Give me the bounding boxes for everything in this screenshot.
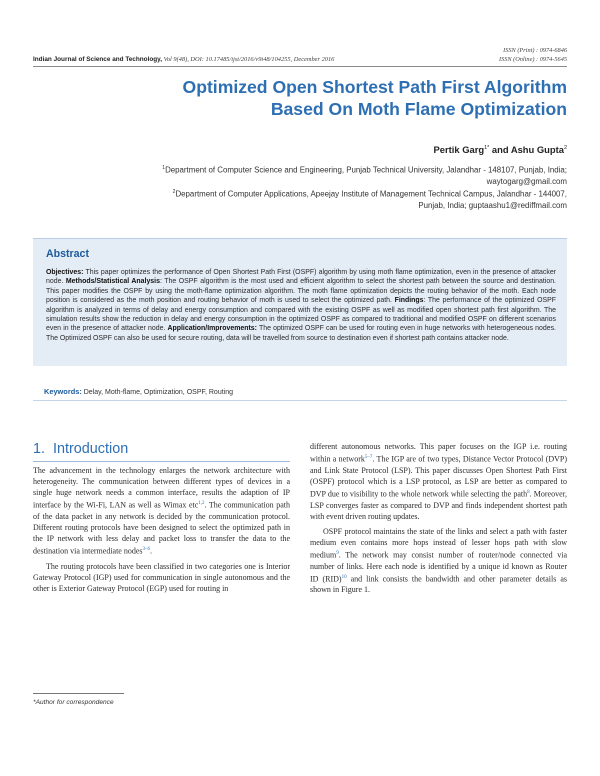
affiliation-1-marker: 1 — [162, 165, 166, 171]
citation-3-6[interactable]: 3–6 — [142, 547, 151, 553]
intro-p3-text-c: . Moreover, LSP converges faster as compared to DVP and finds independent shortest path with event driven routing updates. — [310, 489, 567, 521]
intro-p4-text-a: OSPF protocol maintains the state of the links and select a path with faster medium even contains more hops instead of lesser hops path with slow medium — [310, 526, 567, 560]
intro-p4-text-c: and link consists the bandwidth and other parameter details as shown in Figure 1. — [310, 574, 568, 595]
header-divider — [33, 66, 567, 67]
objectives-text: This paper optimizes the performance of Open Shortest Path First (OSPF) algorithm by using moth flame optimization, even in the presence of attacker node. — [46, 269, 556, 286]
keywords-text: Delay, Moth-flame, Optimization, OSPF, Routing — [81, 389, 234, 396]
abstract-heading: Abstract — [46, 248, 89, 260]
intro-paragraph-1 — [33, 465, 290, 557]
author-separator: and — [489, 144, 511, 155]
affiliation-2-address: Department of Computer Applications, Apeejay Institute of Management Technical Campus, Jalandhar - 144007, — [175, 189, 567, 199]
citation-10[interactable]: 10 — [341, 574, 347, 580]
title-line-2: Based On Moth Flame Optimization — [270, 99, 567, 119]
affiliation-2-address-email[interactable]: Punjab, India; guptaashu1@rediffmail.com — [418, 200, 567, 210]
keywords-label: Keywords: — [44, 387, 82, 396]
findings-label: Findings — [394, 297, 424, 305]
abstract-box — [33, 238, 567, 366]
author-1-name: Pertik Garg — [433, 144, 485, 155]
intro-p4-text-b: . The network may consist number of router/node connected via number of links. Here each node is identified by a unique id known as Router ID (RID) — [310, 550, 567, 584]
paper-title — [47, 76, 567, 120]
journal-name: Indian Journal of Science and Technology, — [33, 56, 163, 63]
author-2-marker: 2 — [563, 144, 567, 151]
intro-paragraph-2: The routing protocols have been classified in two categories one is Interior Gateway Protocol (IGP) used for communication in single autonomous and the other is Exterior Gateway Protocol (EGP) used for routing in — [33, 561, 290, 593]
citation-5-7[interactable]: 5–7 — [364, 455, 373, 461]
issn-print: ISSN (Print) : 0974-6846 — [503, 47, 567, 54]
affiliation-2 — [27, 187, 567, 211]
correspondence-footnote: *Author for correspondence — [33, 699, 114, 706]
section-heading-introduction: 1. Introduction — [33, 441, 129, 457]
issn-block — [499, 47, 567, 64]
journal-citation — [33, 56, 334, 63]
title-line-1: Optimized Open Shortest Path First Algorithm — [182, 77, 567, 97]
body-column-left — [33, 465, 290, 598]
affiliation-1-email[interactable]: waytogarg@gmail.com — [486, 176, 567, 186]
findings-text: : The performance of the optimized OSPF algorithm is analyzed in terms of delay and energy consumption and compared with the existing OSPF as well as modified open shortest path first algorithm. The simulation results show the reduction in delay and energy consumption in the optimized OSPF as compared to traditional and modified OSPF on different scenarios even in the presence of attacker node. — [46, 297, 557, 333]
author-1-marker: 1* — [484, 144, 490, 151]
journal-meta: Vol 9(48), DOI: 10.17485/ijst/2016/v9i48/104255, December 2016 — [163, 56, 335, 63]
intro-p3-text-a: different autonomous networks. This paper focuses on the IGP i.e. routing within a network — [310, 442, 567, 464]
affiliation-2-marker: 2 — [172, 189, 176, 195]
applications-text: The optimized OSPF can be used for routing even in huge networks with heterogeneous nodes. The Optimized OSPF can also be used for secure routing, data will be travelled from source to destination even if shortest path contains attacker node. — [46, 325, 556, 342]
author-2-name: Ashu Gupta — [510, 144, 564, 155]
objectives-label: Objectives: — [46, 269, 84, 276]
abstract-body — [46, 268, 556, 343]
affiliation-1 — [27, 163, 567, 187]
applications-label: Application/Improvements: — [167, 325, 257, 333]
keywords — [44, 387, 233, 396]
affiliation-1-address: Department of Computer Science and Engineering, Punjab Technical University, Jalandhar - 148107, Punjab, India; — [165, 165, 567, 175]
citation-1-2[interactable]: 1,2 — [198, 501, 205, 507]
section-heading-rule — [33, 461, 290, 462]
methods-label: Methods/Statistical Analysis — [65, 278, 160, 286]
citation-8[interactable]: 8 — [527, 490, 530, 496]
footnote-divider — [33, 693, 124, 694]
keywords-divider — [33, 400, 567, 401]
author-list — [434, 144, 567, 155]
intro-p1-text-a: The advancement in the technology enlarges the network architecture with heterogeneity. The communication between different types of devices in a single huge network needs a common interface, results the adaption of IP interface by the Wi-Fi, LAN as well as Wimax etc — [33, 466, 290, 510]
intro-paragraph-4 — [310, 526, 567, 596]
issn-online: ISSN (Online) : 0974-5645 — [498, 55, 567, 63]
citation-9[interactable]: 9 — [336, 550, 339, 556]
intro-p1-text-c: . — [150, 546, 153, 556]
intro-paragraph-3 — [310, 441, 567, 522]
body-column-right — [310, 441, 567, 599]
intro-p3-text-b: . The IGP are of two types, Distance Vector Protocol (DVP) and Link State Protocol (LSP). This paper discusses Open Shortest Path First (OSPF) protocol which is a LSP protocol, as LSP are better as compared to DVP due to visibility to the whole network while selecting the path — [310, 454, 567, 499]
intro-p1-text-b: . The communication path of the data packet in any network is decided by the communication protocol. Different routing protocols have been designed to select the optimized path in the IP network with less delay and packet loss to transfer the data to the destination via intermediate nodes — [33, 500, 290, 556]
methods-text: : The OSPF algorithm is the most used and efficient algorithm to select the shortest path between the source and destination. This paper modifies the OSPF by using the moth-flame optimization algorithm. The moth flame optimization depicts the routing behavior of the moth. Each node position is considered as the moth position and routing behavior of moth is used to select the optimized path. — [46, 278, 556, 305]
